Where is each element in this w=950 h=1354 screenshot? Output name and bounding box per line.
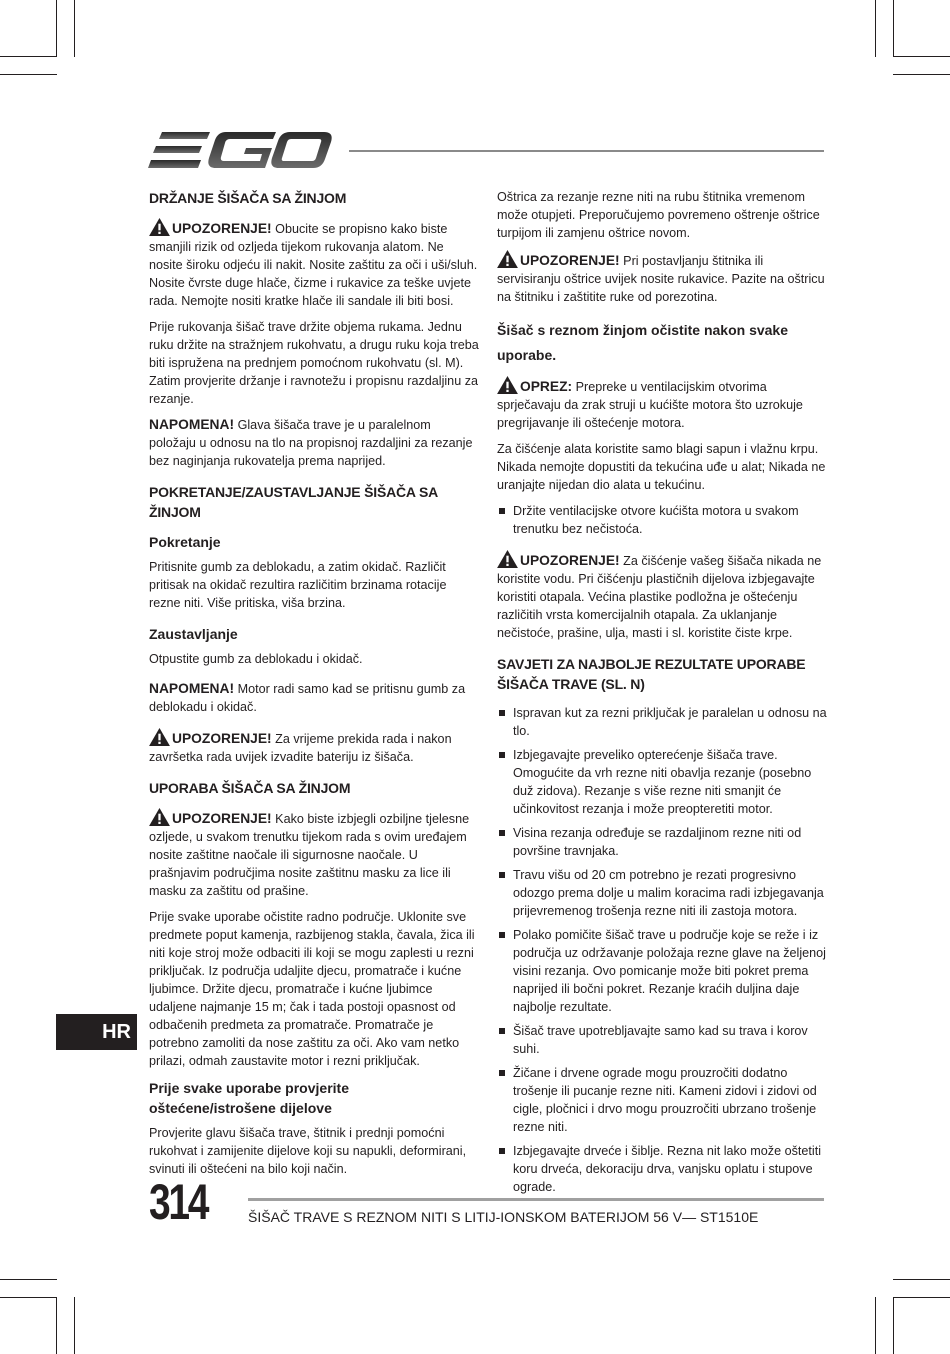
section-heading: DRŽANJE ŠIŠAČA SA ŽINJOM [149, 190, 347, 206]
crop-mark [893, 1279, 950, 1280]
note-paragraph [149, 416, 479, 470]
crop-mark [74, 0, 75, 57]
sub-heading: Prije svake uporabe provjerite oštećene/istrošene dijelove [149, 1080, 349, 1116]
tips-list [497, 704, 827, 1196]
left-column [149, 188, 479, 1186]
note-label: NAPOMENA! [149, 681, 235, 696]
caution-text: Prepreke u ventilacijskim otvorima sprječavaju da zrak struji u kućište motora što uzrokuje pregrijavanje ili oštećenje motora. [497, 380, 803, 430]
list-item-text: Visina rezanja određuje se razdaljinom rezne niti od površine travnjaka. [513, 826, 802, 858]
warning-text: Pri postavljanju štitnika ili servisiranju oštrice uvijek nosite rukavice. Pazite na oštricu na štitniku i zaštitite ruke od porezotina. [497, 254, 825, 304]
crop-mark [0, 74, 57, 75]
note-text: Motor radi samo kad se pritisnu gumb za deblokadu i okidač. [149, 682, 466, 714]
body-paragraph: Otpustite gumb za deblokadu i okidač. [149, 652, 363, 666]
crop-mark [893, 0, 894, 57]
list-item [497, 1022, 827, 1058]
list-item-text: Travu višu od 20 cm potrebno je rezati progresivno odozgo prema dolje u malim koracima radi izbjegavanja prijevremenog trošenja rezne niti ili zastoja motora. [513, 868, 824, 918]
list-item [497, 1064, 827, 1136]
note-paragraph [149, 680, 479, 716]
warning-text: Kako biste izbjegli ozbiljne tjelesne ozljede, u svakom trenutku tijekom rada s ovim uređajem nosite zaštitne naočale ili sigurnosne naočale. U prašnjavim područjima nosite zaštitnu masku za lice ili masku za zaštitu od prašine. [149, 812, 470, 898]
crop-mark [893, 1297, 894, 1354]
warning-text: Obucite se propisno kako biste smanjili rizik od ozljeda tijekom rukovanja alatom. Ne nosite široku odjeću ili nakit. Nosite zaštitu za oči i uši/sluh. Nosite čvrste duge hlače, čizme i rukavice za teške uvjete rada. Nemojte nositi kratke hlače ili sandale ili biti bosi. [149, 222, 478, 308]
bullet-square-icon [499, 1148, 505, 1154]
warning-text: Za čišćenje vašeg šišača nikada ne koristite vodu. Pri čišćenju plastičnih dijelova izbjegavajte koristiti otapala. Većina plastike podložna je oštećenju različitih vrsta komercijalnih otapala. Za uklanjanje nečistoće, prašine, ulja, masti i sl. koristite čiste krpe. [497, 554, 822, 640]
list-item [497, 502, 827, 538]
crop-mark [893, 56, 950, 57]
list-item [497, 1142, 827, 1196]
list-item-text: Izbjegavajte drveće i šiblje. Rezna nit lako može oštetiti koru drveća, dekoraciju drva, vanjsku oplatu i stupove ograde. [513, 1144, 821, 1194]
header-rule [349, 150, 824, 152]
warning-paragraph [497, 250, 827, 306]
bullet-square-icon [499, 1070, 505, 1076]
warning-paragraph [149, 728, 479, 766]
sub-heading: Zaustavljanje [149, 626, 238, 642]
crop-mark [875, 0, 876, 57]
bullet-list [497, 502, 827, 538]
page-number: 314 [149, 1174, 208, 1230]
footer-title: ŠIŠAČ TRAVE S REZNOM NITI S LITIJ-IONSKOM BATERIJOM 56 V— ST1510E [248, 1209, 759, 1225]
list-item [497, 926, 827, 1016]
list-item-text: Držite ventilacijske otvore kućišta motora u svakom trenutku bez nečistoća. [513, 504, 799, 536]
crop-mark [74, 1297, 75, 1354]
warning-triangle-icon [497, 550, 518, 568]
warning-triangle-icon [149, 728, 170, 746]
warning-paragraph [149, 218, 479, 310]
list-item-text: Izbjegavajte preveliko opterećenje šišača trave. Omogućite da vrh rezne niti obavlja rezanje (posebno duž zidova). Rezanje s više rezne niti smanjit će učinkovitost rezanja i može preopteretiti motor. [513, 748, 812, 816]
crop-mark [56, 1297, 57, 1354]
footer-rule [248, 1198, 824, 1201]
section-heading: UPORABA ŠIŠAČA SA ŽINJOM [149, 780, 351, 796]
body-paragraph: Za čišćenje alata koristite samo blagi sapun i vlažnu krpu. Nikada nemojte dopustiti da tekućina uđe u alat; Nikada ne uranjajte nijedan dio alata u tekućinu. [497, 442, 826, 492]
body-paragraph: Prije rukovanja šišač trave držite objema rukama. Jednu ruku držite na stražnjem rukohvatu, a drugu ruku koja treba biti ispružena na prednjem pomoćnom rukohvatu (sl. M). Zatim provjerite držanje i ravnotežu i propisnu razdaljinu za rezanje. [149, 320, 479, 406]
bullet-square-icon [499, 1028, 505, 1034]
list-item-text: Polako pomičite šišač trave u područje koje se reže i iz područja uz održavanje položaja rezne glave na željenoj visini rezanja. Ovo pomicanje može biti pokret prema naprijed ili bočni pokret. Rezanje kraćih duljina daje najbolje rezultate. [513, 928, 826, 1014]
list-item-text: Šišač trave upotrebljavajte samo kad su trava i korov suhi. [513, 1024, 808, 1056]
bullet-square-icon [499, 752, 505, 758]
warning-paragraph [497, 550, 827, 642]
crop-mark [0, 1297, 57, 1298]
body-paragraph: Oštrica za rezanje rezne niti na rubu štitnika vremenom može otupjeti. Preporučujemo povremeno oštrenje oštrice turpijom ili zamjenu oštrice novom. [497, 190, 820, 240]
crop-mark [893, 1297, 950, 1298]
crop-mark [0, 56, 57, 57]
body-paragraph: Provjerite glavu šišača trave, štitnik i prednji pomoćni rukohvat i zamijenite dijelove koji su napukli, deformirani, svinuti ili oštećeni na bilo koji način. [149, 1126, 467, 1176]
caution-paragraph [497, 376, 827, 432]
warning-triangle-icon [497, 250, 518, 268]
crop-mark [875, 1297, 876, 1354]
sub-heading: Šišač s reznom žinjom očistite nakon svake uporabe. [497, 322, 788, 363]
warning-label: UPOZORENJE! [172, 221, 272, 236]
note-text: Glava šišača trave je u paralelnom položaju u odnosu na tlo na propisnoj razdaljini za rezanje bez naginjanja rukovatelja prema naprijed. [149, 418, 473, 468]
warning-text: Za vrijeme prekida rada i nakon završetka rada uvijek izvadite bateriju iz šišača. [149, 732, 452, 764]
bullet-square-icon [499, 508, 505, 514]
body-paragraph: Prije svake uporabe očistite radno područje. Uklonite sve predmete poput kamenja, razbijenog stakla, čavala, žica ili niti koje stroj može odbaciti ili koji se mogu zaplesti u rezni priključak. Iz područja udaljite djecu, promatrače i kućne ljubimce. Držite djecu, promatrače i kućne ljubimce udaljene najmanje 15 m; čak i tada postoji opasnost od odbačenih predmeta za promatrače. Promatrače je potrebno zamoliti da nose zaštitu za oči. Ako vam netko prilazi, odmah zaustavite motor i rezni priključak. [149, 910, 475, 1068]
bullet-square-icon [499, 932, 505, 938]
list-item-text: Ispravan kut za rezni priključak je paralelan u odnosu na tlo. [513, 706, 827, 738]
warning-label: UPOZORENJE! [520, 253, 620, 268]
list-item [497, 704, 827, 740]
warning-label: UPOZORENJE! [520, 553, 620, 568]
warning-triangle-icon [149, 808, 170, 826]
bullet-square-icon [499, 872, 505, 878]
warning-triangle-icon [497, 376, 518, 394]
crop-mark [0, 1279, 57, 1280]
list-item [497, 824, 827, 860]
section-heading: POKRETANJE/ZAUSTAVLJANJE ŠIŠAČA SA ŽINJOM [149, 484, 438, 520]
warning-triangle-icon [149, 218, 170, 236]
warning-label: UPOZORENJE! [172, 811, 272, 826]
warning-label: UPOZORENJE! [172, 731, 272, 746]
note-label: NAPOMENA! [149, 417, 235, 432]
language-tab: HR [56, 1014, 137, 1050]
right-column [497, 188, 827, 1204]
caution-label: OPREZ: [520, 379, 573, 394]
crop-mark [56, 0, 57, 57]
section-heading: SAVJETI ZA NAJBOLJE REZULTATE UPORABE ŠIŠAČA TRAVE (SL. N) [497, 656, 806, 692]
list-item [497, 866, 827, 920]
body-paragraph: Pritisnite gumb za deblokadu, a zatim okidač. Različit pritisak na okidač rezultira različitim brzinama rotacije rezne niti. Više pritiska, viša brzina. [149, 560, 447, 610]
ego-logo [148, 128, 332, 172]
list-item-text: Žičane i drvene ograde mogu prouzročiti dodatno trošenje ili pucanje rezne niti. Kameni zidovi i zidovi od cigle, pločnici i drvo mogu prouzročiti ubrzano trošenje rezne niti. [513, 1066, 817, 1134]
list-item [497, 746, 827, 818]
warning-paragraph [149, 808, 479, 900]
bullet-square-icon [499, 830, 505, 836]
bullet-square-icon [499, 710, 505, 716]
crop-mark [893, 74, 950, 75]
sub-heading: Pokretanje [149, 534, 221, 550]
